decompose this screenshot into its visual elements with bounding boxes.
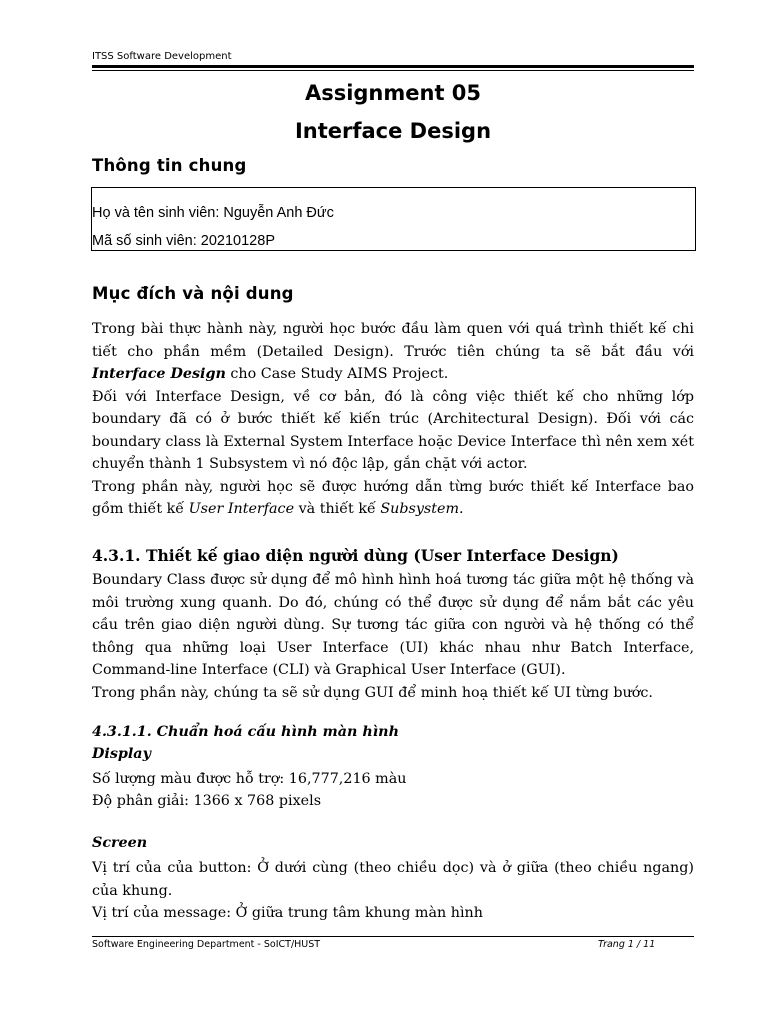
header-rule-thin (92, 70, 694, 71)
document-subtitle: Interface Design (294, 119, 492, 143)
emphasis-interface-design: Interface Design (92, 366, 226, 382)
ui-paragraph-1: Boundary Class được sử dụng để mô hình hình hoá tương tác giữa một hệ thống và môi trường xung quanh. Do đó, chúng có thể được sử dụng để nắm bắt các yêu cầu trên giao diện người dùng. Sự tương tác giữa con người và hệ thống có thể thông qua những loại User Interface (UI) khác nhau như Batch Interface, Command-line Interface (CLI) và Graphical User Interface (GUI). (92, 572, 694, 678)
heading-general-info: Thông tin chung (92, 156, 247, 175)
student-info-box (91, 187, 696, 251)
label-screen: Screen (92, 835, 148, 851)
display-resolution: Độ phân giải: 1366 x 768 pixels (92, 793, 322, 809)
ui-paragraph-2: Trong phần này, chúng ta sẽ sử dụng GUI để minh hoạ thiết kế UI từng bước. (92, 684, 653, 701)
heading-4-3-1: 4.3.1. Thiết kế giao diện người dùng (User Interface Design) (92, 546, 619, 565)
section-4-3-1-body (92, 569, 694, 704)
emphasis-subsystem: Subsystem (380, 501, 460, 517)
student-id-row: Mã số sinh viên: 20210128P (92, 233, 275, 249)
purpose-paragraph-1 (92, 318, 694, 386)
student-name-row: Họ và tên sinh viên: Nguyễn Anh Đức (92, 205, 334, 221)
purpose-paragraph-2: Đối với Interface Design, về cơ bản, đó là công việc thiết kế cho những lớp boundary đã có ở bước thiết kế kiến trúc (Architectural Design). Đối với các boundary class là External System Interface hoặc Device Interface thì nên xem xét chuyển thành 1 Subsystem vì nó độc lập, gắn chặt với actor. (92, 388, 694, 472)
text-run: . (459, 501, 464, 517)
heading-purpose: Mục đích và nội dung (92, 284, 294, 303)
emphasis-user-interface: User Interface (188, 501, 295, 517)
purpose-body (92, 318, 694, 521)
label-display: Display (92, 746, 151, 762)
document-title: Assignment 05 (304, 81, 482, 105)
screen-button-position: Vị trí của của button: Ở dưới cùng (theo chiều dọc) và ở giữa (theo chiều ngang) của khung. (92, 860, 694, 899)
footer-department: Software Engineering Department - SoICT/HUST (92, 939, 321, 950)
text-run: cho Case Study AIMS Project. (225, 366, 449, 382)
heading-4-3-1-1: 4.3.1.1. Chuẩn hoá cấu hình màn hình (92, 724, 399, 740)
footer-page-number: Trang 1 / 11 (598, 939, 656, 950)
screen-message-position: Vị trí của message: Ở giữa trung tâm khung màn hình (92, 905, 483, 921)
purpose-paragraph-3 (92, 476, 694, 521)
text-run: và thiết kế (294, 501, 381, 517)
header-rule-thick (92, 65, 694, 68)
header-course: ITSS Software Development (92, 51, 232, 62)
text-run: Trong phần này, người học sẽ được hướng dẫn từng bước thiết kế Interface bao gồm thiết kế (92, 478, 694, 517)
display-colors: Số lượng màu được hỗ trợ: 16,777,216 màu (92, 771, 407, 787)
footer-rule (92, 936, 694, 937)
text-run: Trong bài thực hành này, người học bước đầu làm quen với quá trình thiết kế chi tiết cho phần mềm (Detailed Design). Trước tiên chúng ta sẽ bắt đầu với (92, 321, 694, 360)
